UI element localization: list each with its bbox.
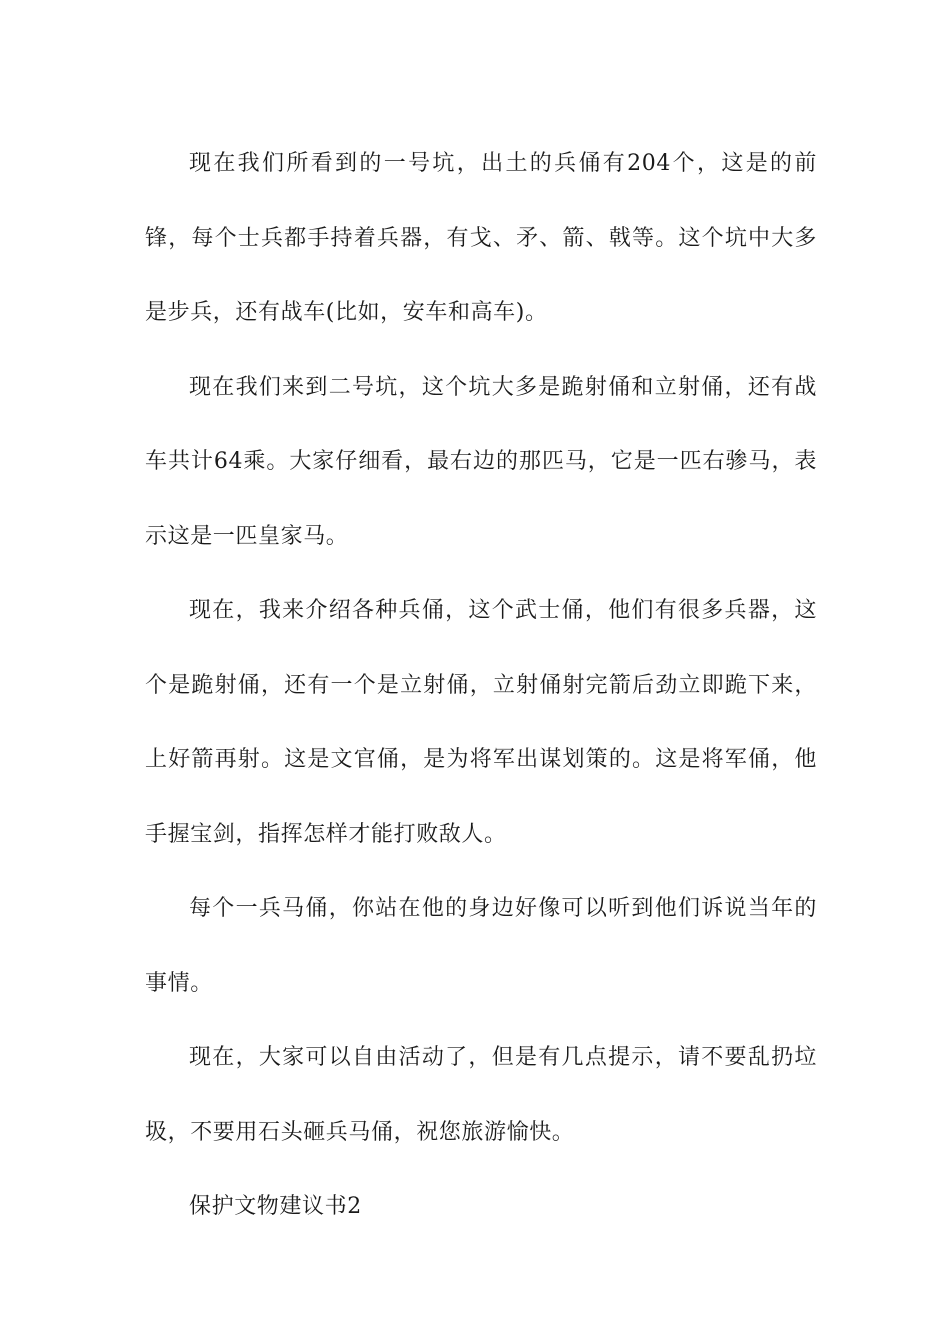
document-body — [145, 127, 817, 1245]
paragraph-free-activity: 现在，大家可以自由活动了，但是有几点提示，请不要乱扔垃圾，不要用石头砸兵马俑，祝您旅游愉快。 — [145, 1045, 817, 1145]
paragraph-figures: 现在，我来介绍各种兵俑，这个武士俑，他们有很多兵器，这个是跪射俑，还有一个是立射俑，立射俑射完箭后劲立即跪下来，上好箭再射。这是文官俑，是为将军出谋划策的。这是将军俑，他手握宝剑，指挥怎样才能打败敌人。 — [145, 598, 817, 847]
paragraph-stories: 每个一兵马俑，你站在他的身边好像可以听到他们诉说当年的事情。 — [145, 896, 817, 996]
paragraph-pit-one: 现在我们所看到的一号坑，出土的兵俑有204个，这是的前锋，每个士兵都手持着兵器，有戈、矛、箭、戟等。这个坑中大多是步兵，还有战车(比如，安车和高车)。 — [145, 151, 817, 325]
paragraph-pit-two: 现在我们来到二号坑，这个坑大多是跪射俑和立射俑，还有战车共计64乘。大家仔细看，最右边的那匹马，它是一匹右骖马，表示这是一匹皇家马。 — [145, 374, 817, 549]
section-heading: 保护文物建议书2 — [189, 1194, 362, 1219]
